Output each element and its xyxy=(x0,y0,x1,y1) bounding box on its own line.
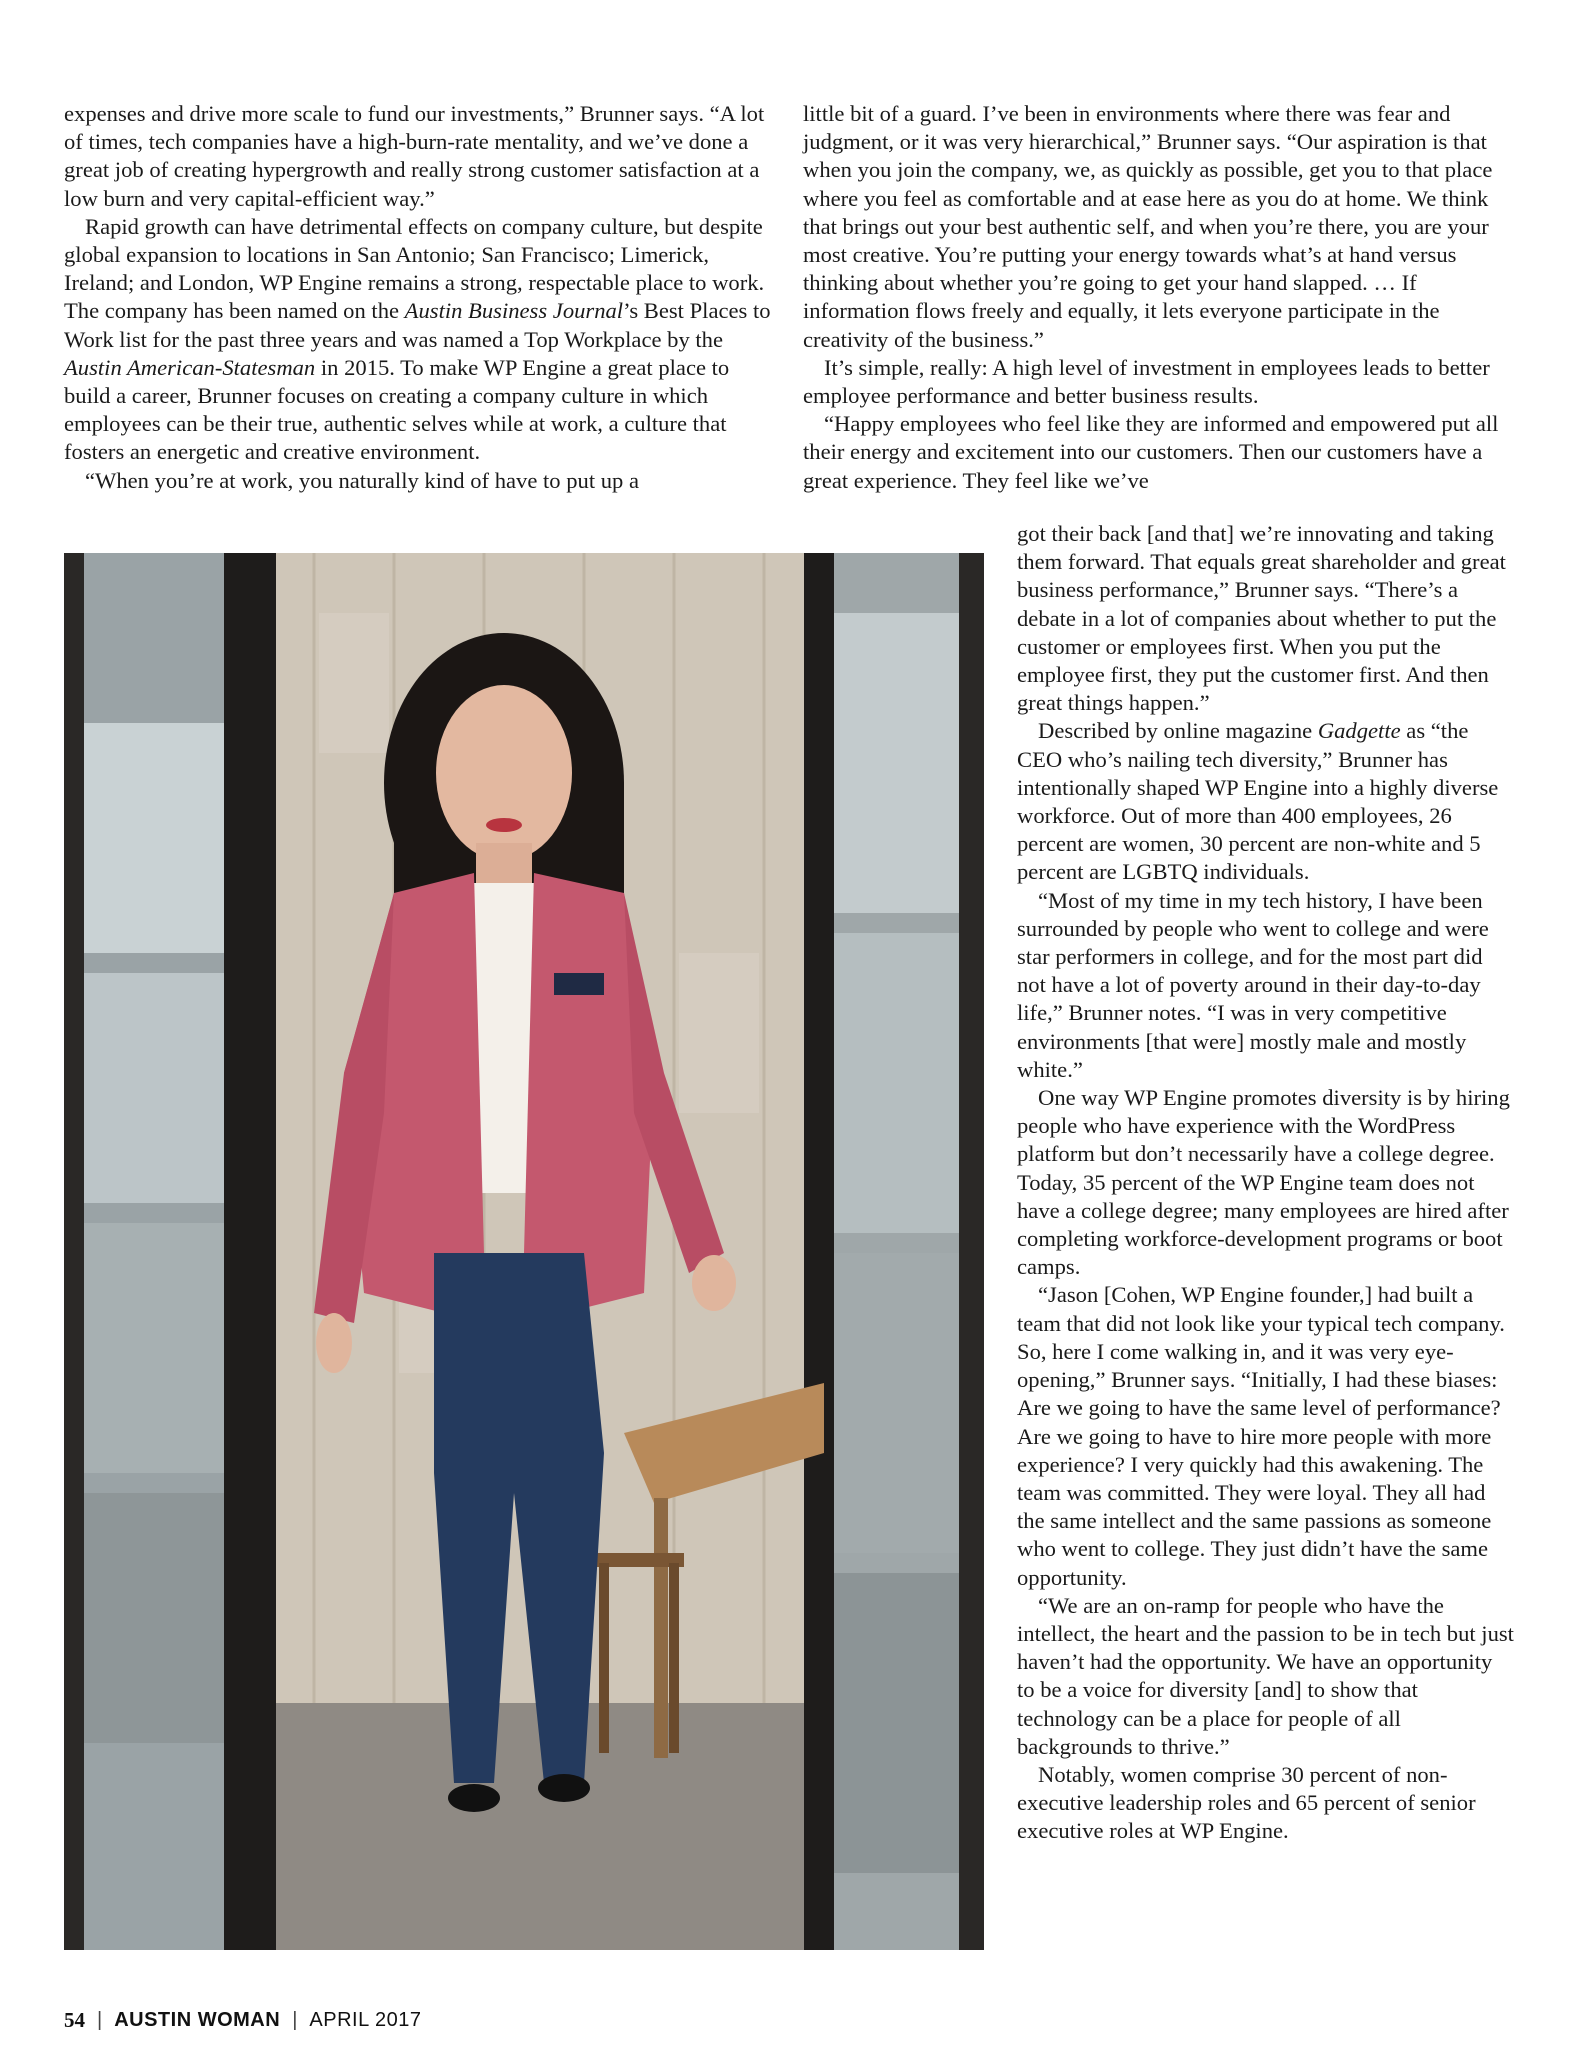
paragraph: little bit of a guard. I’ve been in environments where there was fear and judgment, or it was very hierarchical,” Brunner says. “Our aspiration is that when you join the company, we, as quickly as possible, get you to that place where you feel as comfortable and at ease here as you do at home. We think that brings out your best authentic self, and when you’re there, you are your most creative. You’re putting your energy towards what’s at hand versus thinking about whether you’re going to get your hand slapped. … If information flows freely and equally, it lets everyone participate in the creativity of the business.” xyxy=(803,101,1493,352)
footer-separator: | xyxy=(292,2008,298,2031)
paragraph: It’s simple, really: A high level of investment in employees leads to better employee performance and better business results. xyxy=(803,354,1490,409)
issue-date: APRIL 2017 xyxy=(309,2008,422,2031)
page-footer xyxy=(64,2005,422,2035)
magazine-name: AUSTIN WOMAN xyxy=(114,2008,281,2031)
paragraph: “Most of my time in my tech history, I have been surrounded by people who went to college and were star performers in college, and for the most part did not have a lot of poverty around in their day-to-day life,” Brunner notes. “I was in very competitive environments [that were] mostly male and mostly white.” xyxy=(1017,887,1489,1082)
right-text-column-top xyxy=(803,100,1515,495)
footer-separator: | xyxy=(97,2008,103,2031)
paragraph: “Jason [Cohen, WP Engine founder,] had built a team that did not look like your typical tech company. So, here I come walking in, and it was very eye-opening,” Brunner says. “Initially, I had these biases: Are we going to have the same level of performance? Are we going to have to hire more people with more experience? I very quickly had this awakening. The team was committed. They were loyal. They all had the same intellect and the same passions as someone who went to college. They just didn’t have the same opportunity. xyxy=(1017,1282,1505,1590)
portrait-illustration xyxy=(64,553,984,1950)
portrait-photo xyxy=(64,553,984,1950)
left-text-column xyxy=(64,100,772,495)
paragraph: Rapid growth can have detrimental effects on company culture, but despite global expansion to locations in San Antonio; San Francisco; Limerick, Ireland; and London, WP Engine remains a strong, respectable place to work. The company has been named on the Austin Business Journal’s Best Places to Work list for the past three years and was named a Top Workplace by the Austin American-Statesman in 2015. To make WP Engine a great place to build a career, Brunner focuses on creating a company culture in which employees can be their true, authentic selves while at work, a culture that fosters an energetic and creative environment. xyxy=(64,213,771,465)
paragraph: “When you’re at work, you naturally kind of have to put up a xyxy=(85,467,640,493)
paragraph: “We are an on-ramp for people who have the intellect, the heart and the passion to be in tech but just haven’t had the opportunity. We have an opportunity to be a voice for diversity [and] to show that technology can be a place for people of all backgrounds to thrive.” xyxy=(1017,1592,1514,1759)
paragraph: “Happy employees who feel like they are informed and empowered put all their energy and excitement into our customers. Then our customers have a great experience. They feel like we’ve xyxy=(803,411,1499,493)
paragraph: One way WP Engine promotes diversity is by hiring people who have experience with the WordPress platform but don’t necessarily have a college degree. Today, 35 percent of the WP Engine team does not have a college degree; many employees are hired after completing workforce-development programs or boot camps. xyxy=(1017,1085,1510,1280)
paragraph: Notably, women comprise 30 percent of non-executive leadership roles and 65 percent of senior executive roles at WP Engine. xyxy=(1017,1761,1476,1844)
paragraph: expenses and drive more scale to fund our investments,” Brunner says. “A lot of times, tech companies have a high-burn-rate mentality, and we’ve done a great job of creating hypergrowth and really strong customer satisfaction at a low burn and very capital-efficient way.” xyxy=(64,101,765,211)
paragraph: Described by online magazine Gadgette as “the CEO who’s nailing tech diversity,” Brunner has intentionally shaped WP Engine into a highly diverse workforce. Out of more than 400 employees, 26 percent are women, 30 percent are non-white and 5 percent are LGBTQ individuals. xyxy=(1017,718,1499,885)
right-text-column-wrap xyxy=(1017,520,1515,1846)
page-number: 54 xyxy=(64,2007,85,2032)
paragraph: got their back [and that] we’re innovating and taking them forward. That equals great shareholder and great business performance,” Brunner says. “There’s a debate in a lot of companies about whether to put the customer or employees first. When you put the employee first, they put the customer first. And then great things happen.” xyxy=(1017,521,1506,716)
